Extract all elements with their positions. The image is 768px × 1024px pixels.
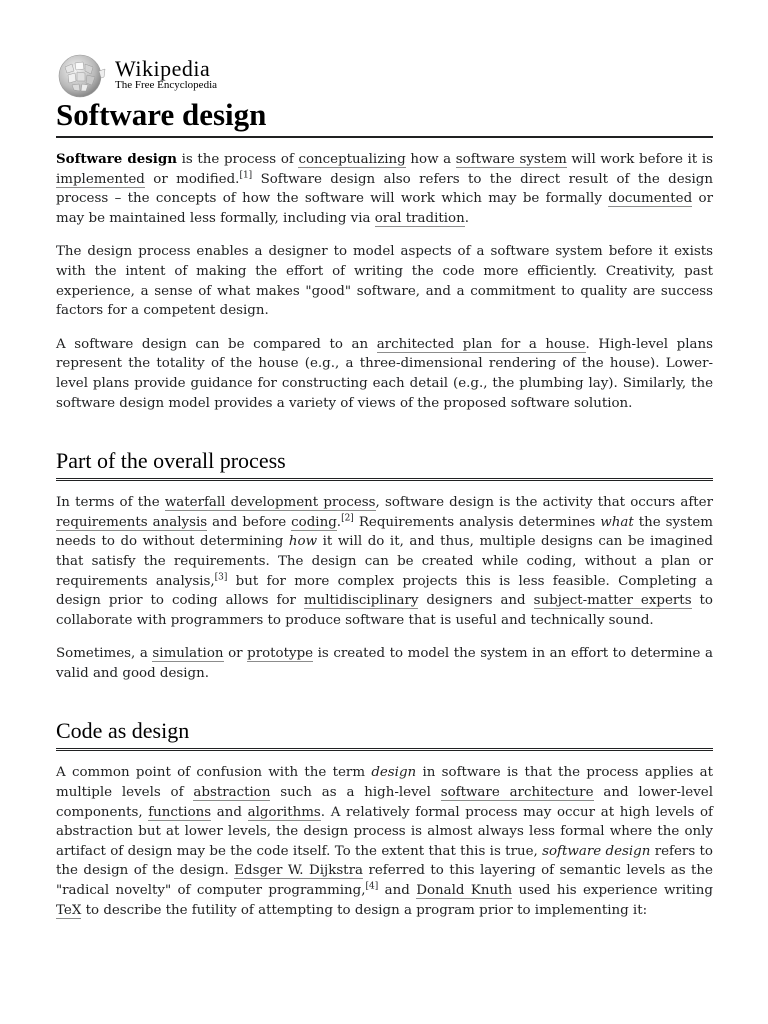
page-title: Software design bbox=[56, 96, 713, 138]
text: and bbox=[378, 883, 417, 899]
link-conceptualizing[interactable]: conceptualizing bbox=[298, 152, 406, 167]
text: used his experience writing bbox=[512, 883, 713, 899]
text: A common point of confusion with the term bbox=[56, 765, 372, 781]
section-heading-code-as-design: Code as design bbox=[56, 717, 713, 751]
link-donald-knuth[interactable]: Donald Knuth bbox=[416, 883, 513, 899]
process-paragraph-1 bbox=[56, 493, 713, 630]
text: A software design can be compared to an bbox=[56, 336, 377, 352]
wikipedia-wordmark: Wikipedia bbox=[115, 56, 211, 81]
text: Sometimes, a bbox=[56, 646, 153, 662]
text: the system needs to do without determining bbox=[56, 514, 713, 550]
reference-1[interactable]: [1] bbox=[239, 170, 253, 181]
text: refers to the design of the design. bbox=[56, 843, 713, 879]
link-subject-matter-experts[interactable]: subject-matter experts bbox=[533, 593, 692, 609]
link-prototype[interactable]: prototype bbox=[247, 646, 314, 662]
text: Software design also refers to the direct result of the design process – the concepts of how the software will work which may be formally bbox=[56, 171, 714, 207]
link-waterfall[interactable]: waterfall development process bbox=[164, 495, 376, 511]
link-oral-tradition[interactable]: oral tradition bbox=[374, 210, 465, 226]
emphasis-design: design bbox=[371, 765, 417, 781]
intro-paragraph-1 bbox=[56, 150, 713, 228]
text: . A relatively formal process may occur at high levels of abstraction but at lower levels, the design process is almost always less formal where the only artifact of design may be the code itself. To the extent that this is true, bbox=[56, 804, 713, 859]
text: to collaborate with programmers to produce software that is useful and technically sound. bbox=[56, 593, 713, 628]
intro-paragraph-3 bbox=[56, 335, 713, 413]
bold-term: Software design bbox=[56, 151, 177, 167]
link-edsger-dijkstra[interactable]: Edsger W. Dijkstra bbox=[234, 863, 363, 879]
emphasis-how: how bbox=[288, 534, 318, 550]
link-requirements-analysis[interactable]: requirements analysis bbox=[56, 514, 208, 530]
link-abstraction[interactable]: abstraction bbox=[193, 785, 271, 801]
text: it will do it, and thus, multiple designs can be imagined that satisfy the requirements. The design can be created while coding, without a plan or requirements analysis, bbox=[56, 534, 713, 589]
link-tex[interactable]: TeX bbox=[56, 902, 82, 918]
link-software-system[interactable]: software system bbox=[455, 152, 567, 167]
text: . bbox=[336, 514, 342, 530]
text: or modified. bbox=[144, 171, 240, 187]
text: Requirements analysis determines bbox=[353, 514, 601, 530]
link-simulation[interactable]: simulation bbox=[152, 646, 224, 662]
reference-4[interactable]: [4] bbox=[365, 881, 379, 892]
section-heading-overall-process: Part of the overall process bbox=[56, 447, 713, 481]
text: . bbox=[464, 210, 469, 226]
link-implemented[interactable]: implemented bbox=[56, 171, 145, 187]
text: such as a high-level bbox=[270, 785, 441, 801]
reference-3[interactable]: [3] bbox=[214, 572, 228, 583]
reference-2[interactable]: [2] bbox=[341, 513, 354, 524]
text: and bbox=[211, 804, 248, 820]
emphasis-software-design: software design bbox=[542, 843, 651, 859]
link-functions[interactable]: functions bbox=[148, 804, 212, 820]
wikipedia-globe-logo bbox=[55, 53, 107, 99]
link-software-architecture[interactable]: software architecture bbox=[440, 785, 594, 801]
link-coding[interactable]: coding bbox=[291, 514, 337, 530]
text: how a bbox=[405, 152, 456, 167]
link-multidisciplinary[interactable]: multidisciplinary bbox=[303, 593, 419, 609]
text: or bbox=[223, 646, 248, 662]
process-paragraph-2 bbox=[56, 644, 713, 683]
link-documented[interactable]: documented bbox=[608, 191, 693, 207]
text: is created to model the system in an effort to determine a valid and good design. bbox=[56, 646, 713, 681]
text: and lower-level components, bbox=[56, 785, 713, 820]
text: is the process of bbox=[176, 152, 299, 167]
intro-paragraph-2: The design process enables a designer to model aspects of a software system before it exists with the intent of making the effort of writing the code more efficiently. Creativity, past experience, a sense of what makes "good" software, and a commitment to quality are success factors for a competent design. bbox=[56, 244, 713, 319]
code-paragraph-1 bbox=[56, 763, 713, 920]
emphasis-what: what bbox=[600, 514, 634, 530]
link-algorithms[interactable]: algorithms bbox=[247, 804, 321, 820]
text: or may be maintained less formally, including via bbox=[56, 191, 713, 226]
text: to describe the futility of attempting to design a program prior to implementing it: bbox=[81, 902, 648, 918]
text: . High-level plans represent the totality of the house (e.g., a three-dimensional rendering of the house). Lower-level plans provide guidance for constructing each detail (e.g., the plumbing lay). Similarly, the software design model provides a variety of views of the proposed software solution. bbox=[56, 336, 713, 411]
text: In terms of the bbox=[56, 495, 165, 511]
text: , software design is the activity that occurs after bbox=[375, 495, 713, 511]
text: in software is that the process applies at multiple levels of bbox=[56, 765, 713, 801]
wikipedia-tagline: The Free Encyclopedia bbox=[115, 79, 218, 91]
text: but for more complex projects this is less feasible. Completing a design prior to coding allows for bbox=[56, 573, 713, 609]
article-content bbox=[56, 96, 713, 934]
link-architected-plan[interactable]: architected plan for a house bbox=[376, 336, 586, 352]
text: and before bbox=[207, 514, 292, 530]
text: designers and bbox=[418, 593, 534, 609]
text: referred to this layering of semantic levels as the "radical novelty" of computer programming, bbox=[56, 863, 713, 899]
text: will work before it is bbox=[566, 152, 713, 167]
